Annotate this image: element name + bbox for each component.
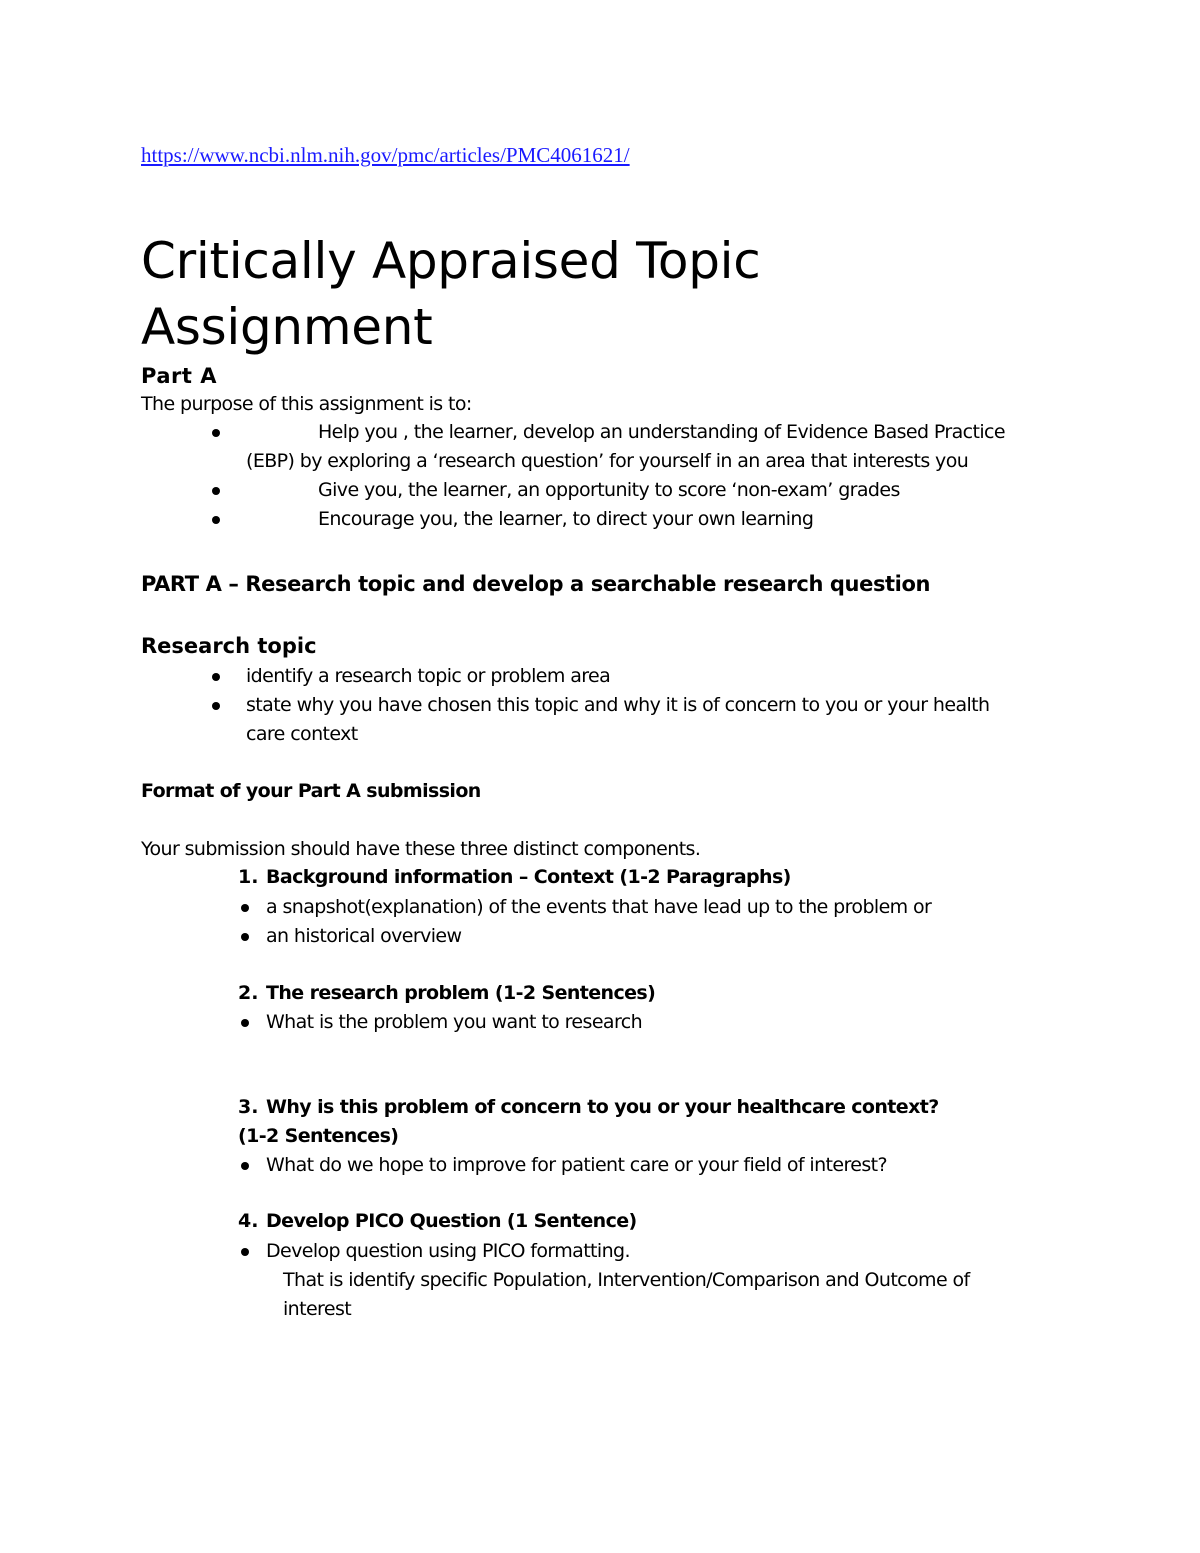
component-number: 2. bbox=[238, 982, 259, 1004]
research-topic-item-1: identify a research topic or problem area bbox=[246, 665, 611, 687]
purpose-item-3: Encourage you, the learner, to direct your own learning bbox=[318, 508, 814, 530]
bullet-icon bbox=[241, 1162, 249, 1170]
component-2-bullet-1: What is the problem you want to research bbox=[266, 1011, 643, 1033]
component-heading-1: Background information – Context (1-2 Paragraphs) bbox=[266, 866, 791, 888]
component-heading-3: Why is this problem of concern to you or your healthcare context? bbox=[266, 1096, 939, 1118]
component-heading-2: The research problem (1-2 Sentences) bbox=[266, 982, 656, 1004]
purpose-item-1: Help you , the learner, develop an understanding of Evidence Based Practice bbox=[318, 421, 1005, 443]
reference-link[interactable]: https://www.ncbi.nlm.nih.gov/pmc/articles/PMC4061621/ bbox=[141, 143, 630, 167]
component-number: 4. bbox=[238, 1210, 259, 1232]
bullet-icon bbox=[241, 1019, 249, 1027]
bullet-icon bbox=[212, 673, 220, 681]
bullet-icon bbox=[212, 487, 220, 495]
part-a-section-heading: PART A – Research topic and develop a searchable research question bbox=[141, 572, 931, 596]
research-topic-item-2: state why you have chosen this topic and why it is of concern to you or your health bbox=[246, 694, 990, 716]
component-4-bullet-1: Develop question using PICO formatting. bbox=[266, 1240, 630, 1262]
components-intro: Your submission should have these three distinct components. bbox=[141, 838, 701, 860]
purpose-item-2: Give you, the learner, an opportunity to score ‘non-exam’ grades bbox=[318, 479, 900, 501]
part-a-heading: Part A bbox=[141, 364, 217, 388]
purpose-intro: The purpose of this assignment is to: bbox=[141, 393, 472, 415]
component-1-bullet-2: an historical overview bbox=[266, 925, 462, 947]
purpose-item-1-cont: (EBP) by exploring a ‘research question’ for yourself in an area that interests you bbox=[246, 450, 969, 472]
component-number: 3. bbox=[238, 1096, 259, 1118]
component-heading-3-cont: (1-2 Sentences) bbox=[238, 1125, 399, 1147]
component-1-bullet-1: a snapshot(explanation) of the events that have lead up to the problem or bbox=[266, 896, 932, 918]
bullet-icon bbox=[241, 904, 249, 912]
bullet-icon bbox=[212, 516, 220, 524]
title-line-1: Critically Appraised Topic bbox=[141, 232, 761, 290]
bullet-icon bbox=[212, 702, 220, 710]
component-3-bullet-1: What do we hope to improve for patient care or your field of interest? bbox=[266, 1154, 887, 1176]
component-4-extra-2: interest bbox=[283, 1298, 352, 1320]
research-topic-heading: Research topic bbox=[141, 634, 317, 658]
bullet-icon bbox=[241, 1248, 249, 1256]
component-number: 1. bbox=[238, 866, 259, 888]
research-topic-item-2-cont: care context bbox=[246, 723, 358, 745]
bullet-icon bbox=[241, 933, 249, 941]
format-heading: Format of your Part A submission bbox=[141, 780, 481, 802]
bullet-icon bbox=[212, 429, 220, 437]
title-line-2: Assignment bbox=[141, 298, 433, 356]
component-4-extra-1: That is identify specific Population, Intervention/Comparison and Outcome of bbox=[283, 1269, 970, 1291]
component-heading-4: Develop PICO Question (1 Sentence) bbox=[266, 1210, 637, 1232]
